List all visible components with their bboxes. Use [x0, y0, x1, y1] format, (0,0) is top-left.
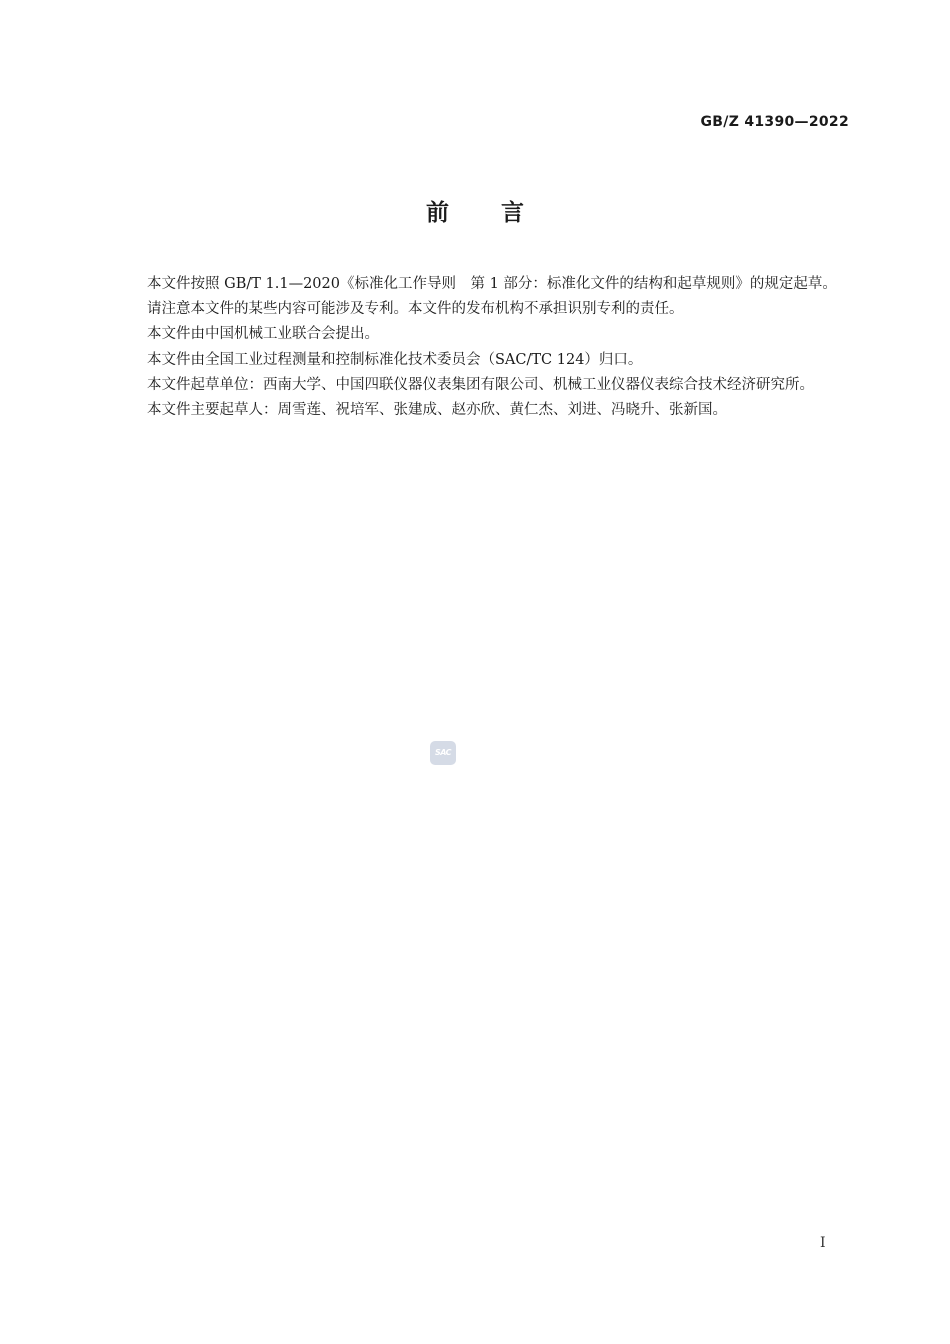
page-number: I: [820, 1235, 826, 1251]
paragraph-drafters: 本文件主要起草人：周雪莲、祝培军、张建成、赵亦欣、黄仁杰、刘进、冯晓升、张新国。: [147, 402, 727, 419]
foreword-body: [114, 272, 850, 423]
paragraph-proposer: 本文件由中国机械工业联合会提出。: [147, 326, 379, 343]
page-title: 前言: [426, 200, 576, 226]
paragraph-drafting-rules: 本文件按照 GB/T 1.1—2020《标准化工作导则 第 1 部分：标准化文件的结构和起草规则》的规定起草。: [147, 276, 837, 292]
paragraph-patent-notice: 请注意本文件的某些内容可能涉及专利。本文件的发布机构不承担识别专利的责任。: [147, 301, 684, 318]
sac-watermark-logo: SAC: [430, 741, 456, 765]
paragraph-technical-committee: 本文件由全国工业过程测量和控制标准化技术委员会（SAC/TC 124）归口。: [147, 351, 643, 368]
document-number: GB/Z 41390—2022: [700, 114, 849, 130]
paragraph-drafting-organizations: 本文件起草单位：西南大学、中国四联仪器仪表集团有限公司、机械工业仪器仪表综合技术经济研究所。: [147, 376, 814, 393]
